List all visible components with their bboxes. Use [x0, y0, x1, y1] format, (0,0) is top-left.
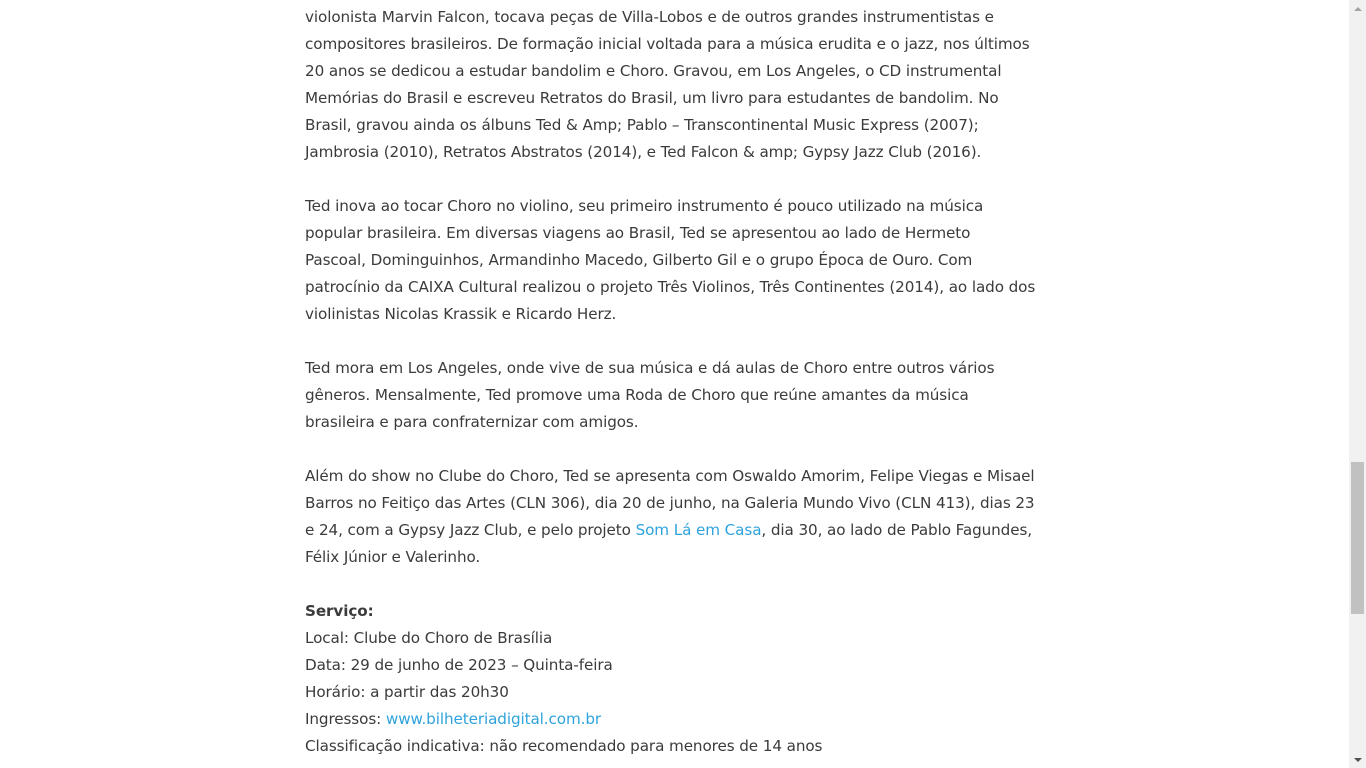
scrollbar-thumb[interactable] [1351, 462, 1364, 614]
text-line: compositores brasileiros. De formação inicial voltada para a música erudita e o jazz, nos últimos [305, 35, 1030, 53]
vertical-scrollbar[interactable] [1349, 0, 1366, 768]
som-la-em-casa-link[interactable]: Som Lá em Casa [635, 521, 762, 539]
tickets-link[interactable]: www.bilheteriadigital.com.br [385, 710, 602, 728]
paragraph-shows [305, 463, 1050, 571]
text-line: Memórias do Brasil e escreveu Retratos do Brasil, um livro para estudantes de bandolim. No [305, 89, 999, 107]
text-line: Ted mora em Los Angeles, onde vive de sua música e dá aulas de Choro entre outros vários [305, 359, 995, 377]
service-heading: Serviço: [305, 602, 374, 620]
service-location: Local: Clube do Choro de Brasília [305, 629, 553, 647]
service-tickets-label: Ingressos: [305, 710, 386, 728]
text-line: patrocínio da CAIXA Cultural realizou o projeto Três Violinos, Três Continentes (2014), ao lado dos [305, 278, 1036, 296]
text-line: violonista Marvin Falcon, tocava peças de Villa-Lobos e de outros grandes instrumentistas e [305, 8, 994, 26]
text-line: e 24, com a Gypsy Jazz Club, e pelo projeto [305, 521, 636, 539]
text-line: Ted inova ao tocar Choro no violino, seu primeiro instrumento é pouco utilizado na música [305, 197, 984, 215]
text-line: Pascoal, Dominguinhos, Armandinho Macedo, Gilberto Gil e o grupo Época de Ouro. Com [305, 251, 973, 269]
service-date: Data: 29 de junho de 2023 – Quinta-feira [305, 656, 613, 674]
service-time: Horário: a partir das 20h30 [305, 683, 509, 701]
text-line: 20 anos se dedicou a estudar bandolim e Choro. Gravou, em Los Angeles, o CD instrumental [305, 62, 1002, 80]
text-line: gêneros. Mensalmente, Ted promove uma Roda de Choro que reúne amantes da música [305, 386, 969, 404]
article-body [305, 4, 1050, 760]
text-line: popular brasileira. Em diversas viagens ao Brasil, Ted se apresentou ao lado de Hermeto [305, 224, 971, 242]
text-line: Jambrosia (2010), Retratos Abstratos (2014), e Ted Falcon & amp; Gypsy Jazz Club (2016). [305, 143, 982, 161]
paragraph-biography [305, 4, 1050, 166]
text-line: , dia 30, ao lado de Pablo Fagundes, [761, 521, 1033, 539]
paragraph-los-angeles [305, 355, 1050, 436]
service-info [305, 598, 1050, 760]
text-line: Além do show no Clube do Choro, Ted se apresenta com Oswaldo Amorim, Felipe Viegas e Misael [305, 467, 1035, 485]
text-line: Félix Júnior e Valerinho. [305, 548, 481, 566]
chevron-down-icon[interactable] [1349, 751, 1366, 768]
text-line: brasileira e para confraternizar com amigos. [305, 413, 639, 431]
paragraph-violin [305, 193, 1050, 328]
text-line: Barros no Feitiço das Artes (CLN 306), dia 20 de junho, na Galeria Mundo Vivo (CLN 413), dias 23 [305, 494, 1035, 512]
text-line: Brasil, gravou ainda os álbuns Ted & Amp; Pablo – Transcontinental Music Express (2007); [305, 116, 979, 134]
text-line: violinistas Nicolas Krassik e Ricardo Herz. [305, 305, 617, 323]
service-rating: Classificação indicativa: não recomendado para menores de 14 anos [305, 737, 823, 755]
chevron-up-icon[interactable] [1349, 0, 1366, 17]
